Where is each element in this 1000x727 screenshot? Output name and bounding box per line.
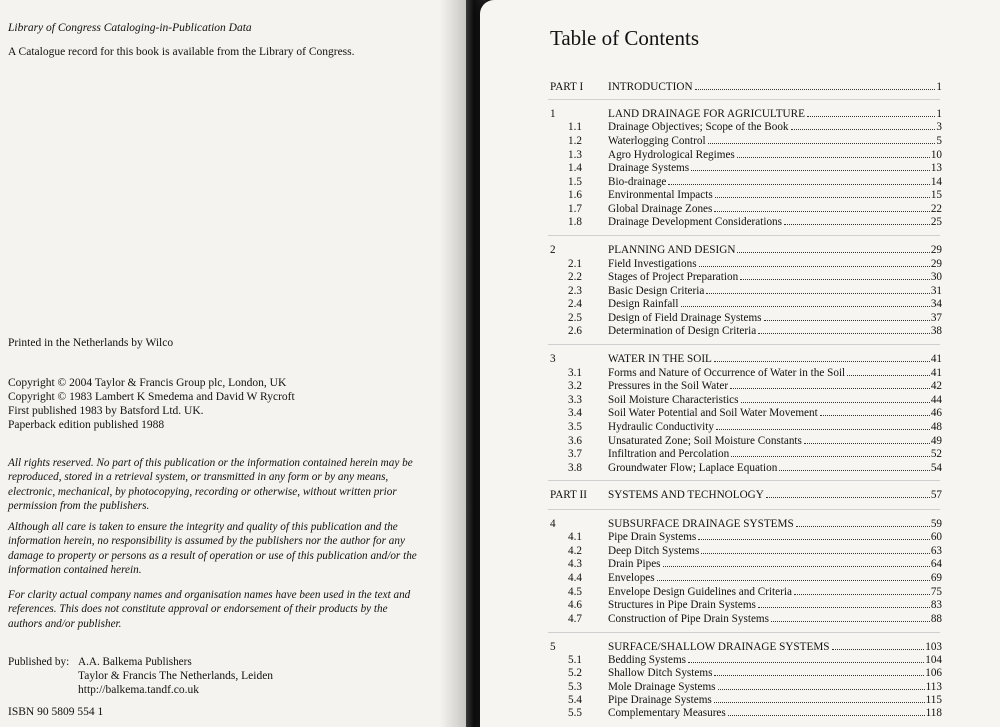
toc-entry-number: 4.5 xyxy=(568,586,582,598)
toc-dot-leader xyxy=(714,666,924,676)
toc-entry-page: 63 xyxy=(930,545,942,557)
clarity-paragraph: For clarity actual company names and organisation names have been used in the text and references. This does not constitute approval or endorsement of their products by the authors and/or publisher. xyxy=(8,589,411,630)
toc-entry-number: 1.5 xyxy=(568,176,582,188)
toc-entry-title: SURFACE/SHALLOW DRAINAGE SYSTEMS xyxy=(608,641,830,653)
toc-entry-page: 3 xyxy=(936,121,942,133)
toc-entry-line xyxy=(608,680,942,694)
toc-entry-line xyxy=(608,447,942,461)
toc-entry-number: 4 xyxy=(550,518,556,530)
toc-entry-sub[interactable] xyxy=(480,297,1000,311)
toc-dot-leader xyxy=(820,406,930,416)
toc-entry-page: 54 xyxy=(930,462,942,474)
toc-entry-part[interactable] xyxy=(480,80,1000,94)
toc-entry-sub[interactable] xyxy=(480,188,1000,202)
toc-entry-page: 1 xyxy=(936,81,942,93)
toc-entry-title: Bio-drainage xyxy=(608,176,667,188)
toc-entry-line xyxy=(608,393,942,407)
toc-entry-sub[interactable] xyxy=(480,571,1000,585)
toc-dot-leader xyxy=(715,188,930,198)
toc-dot-leader xyxy=(701,544,929,554)
toc-entry-sub[interactable] xyxy=(480,544,1000,558)
toc-entry-title: Pipe Drain Systems xyxy=(608,531,697,543)
toc-entry-number: 1.2 xyxy=(568,135,582,147)
toc-entry-chapter[interactable] xyxy=(480,107,1000,121)
toc-entry-title: Soil Water Potential and Soil Water Movement xyxy=(608,407,818,419)
toc-entry-title: Agro Hydrological Regimes xyxy=(608,149,735,161)
toc-entry-title: Deep Ditch Systems xyxy=(608,545,700,557)
toc-entry-number: 1 xyxy=(550,108,556,120)
toc-entry-title: Determination of Design Criteria xyxy=(608,325,757,337)
toc-entry-number: 3.6 xyxy=(568,435,582,447)
toc-entry-sub[interactable] xyxy=(480,161,1000,175)
toc-entry-number: 3.4 xyxy=(568,407,582,419)
toc-entry-title: Bedding Systems xyxy=(608,654,687,666)
toc-entry-title: Groundwater Flow; Laplace Equation xyxy=(608,462,778,474)
toc-entry-chapter[interactable] xyxy=(480,640,1000,654)
toc-entry-line xyxy=(608,598,942,612)
toc-entry-number: 2.6 xyxy=(568,325,582,337)
toc-entry-title: SYSTEMS AND TECHNOLOGY xyxy=(608,489,764,501)
toc-entry-line xyxy=(608,488,942,502)
toc-entry-title: Envelope Design Guidelines and Criteria xyxy=(608,586,792,598)
toc-entry-page: 31 xyxy=(930,285,942,297)
toc-entry-number: 2.2 xyxy=(568,271,582,283)
toc-entry-number: 3 xyxy=(550,353,556,365)
toc-entry-line xyxy=(608,666,942,680)
copyright-line: First published 1983 by Batsford Ltd. UK. xyxy=(8,405,204,417)
publisher-address: Taylor & Francis The Netherlands, Leiden xyxy=(78,670,274,682)
toc-entry-page: 1 xyxy=(936,108,942,120)
toc-entry-title: Design Rainfall xyxy=(608,298,679,310)
toc-entry-sub[interactable] xyxy=(480,420,1000,434)
toc-dot-leader xyxy=(796,517,930,527)
toc-entry-page: 41 xyxy=(930,353,942,365)
toc-entry-number: 3.2 xyxy=(568,380,582,392)
toc-entry-title: Construction of Pipe Drain Systems xyxy=(608,613,769,625)
toc-entry-page: 15 xyxy=(930,189,942,201)
toc-entry-title: Structures in Pipe Drain Systems xyxy=(608,599,756,611)
isbn: ISBN 90 5809 554 1 xyxy=(8,706,104,718)
toc-entry-title: Global Drainage Zones xyxy=(608,203,713,215)
toc-entry-page: 113 xyxy=(925,681,942,693)
toc-entry-title: Soil Moisture Characteristics xyxy=(608,394,739,406)
toc-dot-leader xyxy=(706,284,930,294)
published-by-label: Published by: xyxy=(8,656,70,668)
toc-entry-number: 1.7 xyxy=(568,203,582,215)
toc-entry-line xyxy=(608,243,942,257)
cip-text: A Catalogue record for this book is available from the Library of Congress. xyxy=(8,46,355,58)
toc-dot-leader xyxy=(740,270,930,280)
toc-entry-page: 10 xyxy=(930,149,942,161)
toc-entry-title: Drainage Objectives; Scope of the Book xyxy=(608,121,789,133)
toc-entry-sub[interactable] xyxy=(480,434,1000,448)
toc-dot-leader xyxy=(663,557,930,567)
toc-entry-page: 59 xyxy=(930,518,942,530)
toc-entry-number: 5.4 xyxy=(568,694,582,706)
toc-entry-sub[interactable] xyxy=(480,530,1000,544)
toc-dot-leader xyxy=(688,653,924,663)
toc-entry-page: 44 xyxy=(930,394,942,406)
toc-entry-number: PART I xyxy=(550,81,584,93)
toc-entry-line xyxy=(608,107,942,121)
toc-dot-leader xyxy=(791,120,936,130)
toc-entry-page: 106 xyxy=(925,667,942,679)
cip-title: Library of Congress Cataloging-in-Publication Data xyxy=(8,22,252,34)
toc-entry-line xyxy=(608,188,942,202)
toc-entry-title: Waterlogging Control xyxy=(608,135,706,147)
toc-entry-page: 13 xyxy=(930,162,942,174)
toc-title: Table of Contents xyxy=(550,26,699,50)
toc-entry-title: Drainage Systems xyxy=(608,162,690,174)
toc-entry-sub[interactable] xyxy=(480,461,1000,475)
toc-entry-line xyxy=(608,257,942,271)
toc-entry-number: 4.6 xyxy=(568,599,582,611)
toc-entry-title: Field Investigations xyxy=(608,258,697,270)
toc-dot-leader xyxy=(695,80,936,90)
toc-entry-chapter[interactable] xyxy=(480,517,1000,531)
toc-dot-leader xyxy=(730,379,930,389)
toc-entry-page: 75 xyxy=(930,586,942,598)
toc-entry-sub[interactable] xyxy=(480,585,1000,599)
toc-dot-leader xyxy=(766,488,930,498)
toc-entry-title: Envelopes xyxy=(608,572,655,584)
toc-entry-number: 2.4 xyxy=(568,298,582,310)
toc-entry-title: Pressures in the Soil Water xyxy=(608,380,729,392)
toc-dot-leader xyxy=(779,461,929,471)
left-page xyxy=(0,0,466,727)
toc-entry-sub[interactable] xyxy=(480,134,1000,148)
toc-list xyxy=(480,0,1000,727)
toc-entry-number: 3.5 xyxy=(568,421,582,433)
toc-entry-page: 49 xyxy=(930,435,942,447)
toc-entry-title: LAND DRAINAGE FOR AGRICULTURE xyxy=(608,108,805,120)
toc-entry-page: 30 xyxy=(930,271,942,283)
toc-entry-line xyxy=(608,311,942,325)
toc-entry-line xyxy=(608,148,942,162)
toc-separator xyxy=(548,509,940,510)
toc-dot-leader xyxy=(758,598,930,608)
toc-entry-number: 5.3 xyxy=(568,681,582,693)
toc-dot-leader xyxy=(784,215,930,225)
toc-dot-leader xyxy=(847,366,930,376)
toc-entry-line xyxy=(608,530,942,544)
toc-entry-page: 14 xyxy=(930,176,942,188)
toc-dot-leader xyxy=(832,640,925,650)
toc-entry-title: Complementary Measures xyxy=(608,707,726,719)
toc-entry-sub[interactable] xyxy=(480,324,1000,338)
toc-entry-line xyxy=(608,544,942,558)
toc-entry-number: PART II xyxy=(550,489,587,501)
toc-entry-sub[interactable] xyxy=(480,120,1000,134)
toc-dot-leader xyxy=(731,447,930,457)
toc-entry-line xyxy=(608,420,942,434)
toc-dot-leader xyxy=(771,612,930,622)
toc-dot-leader xyxy=(764,311,930,321)
toc-entry-number: 5.1 xyxy=(568,654,582,666)
toc-entry-sub[interactable] xyxy=(480,257,1000,271)
toc-entry-line xyxy=(608,161,942,175)
toc-entry-page: 69 xyxy=(930,572,942,584)
toc-entry-page: 83 xyxy=(930,599,942,611)
toc-separator xyxy=(548,99,940,100)
toc-entry-line xyxy=(608,134,942,148)
toc-separator xyxy=(548,632,940,633)
toc-entry-line xyxy=(608,461,942,475)
toc-entry-chapter[interactable] xyxy=(480,243,1000,257)
toc-entry-title: Hydraulic Conductivity xyxy=(608,421,714,433)
toc-entry-number: 1.6 xyxy=(568,189,582,201)
toc-dot-leader xyxy=(708,134,936,144)
toc-entry-sub[interactable] xyxy=(480,680,1000,694)
copyright-block xyxy=(8,376,295,432)
toc-entry-page: 29 xyxy=(930,244,942,256)
toc-entry-page: 104 xyxy=(925,654,942,666)
toc-entry-page: 60 xyxy=(930,531,942,543)
toc-entry-page: 46 xyxy=(930,407,942,419)
toc-entry-sub[interactable] xyxy=(480,215,1000,229)
toc-entry-number: 3.1 xyxy=(568,367,582,379)
toc-entry-sub[interactable] xyxy=(480,284,1000,298)
toc-entry-page: 25 xyxy=(930,216,942,228)
toc-entry-title: Basic Design Criteria xyxy=(608,285,705,297)
toc-entry-number: 1.4 xyxy=(568,162,582,174)
copyright-line: Copyright © 2004 Taylor & Francis Group plc, London, UK xyxy=(8,377,287,389)
toc-entry-line xyxy=(608,284,942,298)
toc-dot-leader xyxy=(794,585,930,595)
right-page xyxy=(480,0,1000,727)
toc-entry-line xyxy=(608,270,942,284)
toc-entry-page: 48 xyxy=(930,421,942,433)
toc-entry-line xyxy=(608,215,942,229)
toc-entry-number: 4.1 xyxy=(568,531,582,543)
toc-entry-sub[interactable] xyxy=(480,202,1000,216)
toc-entry-line xyxy=(608,175,942,189)
toc-entry-sub[interactable] xyxy=(480,393,1000,407)
toc-entry-title: Mole Drainage Systems xyxy=(608,681,716,693)
toc-dot-leader xyxy=(758,324,930,334)
toc-entry-sub[interactable] xyxy=(480,406,1000,420)
toc-entry-number: 3.3 xyxy=(568,394,582,406)
toc-entry-title: SUBSURFACE DRAINAGE SYSTEMS xyxy=(608,518,794,530)
publisher-url: http://balkema.tandf.co.uk xyxy=(78,684,200,696)
toc-entry-sub[interactable] xyxy=(480,598,1000,612)
toc-separator xyxy=(548,480,940,481)
toc-entry-line xyxy=(608,571,942,585)
toc-entry-number: 2 xyxy=(550,244,556,256)
toc-entry-number: 3.7 xyxy=(568,448,582,460)
toc-entry-number: 5.5 xyxy=(568,707,582,719)
toc-entry-number: 2.1 xyxy=(568,258,582,270)
page-curve-shadow xyxy=(440,0,466,727)
toc-dot-leader xyxy=(668,175,929,185)
care-paragraph: Although all care is taken to ensure the integrity and quality of this publication and the information herein, no responsibility is assumed by the publishers nor the author for any damage to property or persons as a result of operation or use of this publication and/or the information contained herein. xyxy=(8,521,417,576)
toc-entry-page: 29 xyxy=(930,258,942,270)
copyright-line: Paperback edition published 1988 xyxy=(8,419,165,431)
toc-entry-number: 5 xyxy=(550,641,556,653)
toc-entry-title: Design of Field Drainage Systems xyxy=(608,312,762,324)
toc-entry-sub[interactable] xyxy=(480,706,1000,720)
toc-entry-number: 4.4 xyxy=(568,572,582,584)
publisher-block xyxy=(8,655,273,697)
toc-entry-line xyxy=(608,324,942,338)
toc-dot-leader xyxy=(737,148,930,158)
toc-entry-title: Environmental Impacts xyxy=(608,189,713,201)
toc-entry-title: Unsaturated Zone; Soil Moisture Constants xyxy=(608,435,802,447)
copyright-line: Copyright © 1983 Lambert K Smedema and David W Rycroft xyxy=(8,391,295,403)
toc-entry-line xyxy=(608,612,942,626)
toc-dot-leader xyxy=(737,243,929,253)
toc-entry-sub[interactable] xyxy=(480,148,1000,162)
toc-entry-title: Shallow Ditch Systems xyxy=(608,667,713,679)
toc-dot-leader xyxy=(691,161,930,171)
toc-entry-sub[interactable] xyxy=(480,557,1000,571)
toc-entry-title: Stages of Project Preparation xyxy=(608,271,739,283)
toc-entry-number: 2.3 xyxy=(568,285,582,297)
toc-entry-title: Drain Pipes xyxy=(608,558,661,570)
toc-entry-part[interactable] xyxy=(480,488,1000,502)
toc-entry-chapter[interactable] xyxy=(480,352,1000,366)
toc-dot-leader xyxy=(698,530,930,540)
toc-entry-line xyxy=(608,434,942,448)
toc-entry-page: 115 xyxy=(925,694,942,706)
toc-dot-leader xyxy=(714,352,930,362)
toc-dot-leader xyxy=(714,693,925,703)
toc-entry-line xyxy=(608,202,942,216)
toc-entry-number: 4.3 xyxy=(568,558,582,570)
toc-entry-page: 52 xyxy=(930,448,942,460)
toc-entry-number: 2.5 xyxy=(568,312,582,324)
toc-entry-line xyxy=(608,517,942,531)
toc-entry-page: 118 xyxy=(925,707,942,719)
toc-entry-sub[interactable] xyxy=(480,653,1000,667)
toc-entry-page: 38 xyxy=(930,325,942,337)
toc-dot-leader xyxy=(657,571,930,581)
toc-entry-number: 4.2 xyxy=(568,545,582,557)
toc-entry-line xyxy=(608,297,942,311)
toc-dot-leader xyxy=(681,297,930,307)
toc-entry-line xyxy=(608,352,942,366)
toc-entry-line xyxy=(608,640,942,654)
toc-dot-leader xyxy=(741,393,930,403)
toc-entry-title: Forms and Nature of Occurrence of Water in the Soil xyxy=(608,367,846,379)
toc-entry-title: Drainage Development Considerations xyxy=(608,216,782,228)
toc-entry-page: 88 xyxy=(930,613,942,625)
toc-entry-number: 1.8 xyxy=(568,216,582,228)
toc-entry-sub[interactable] xyxy=(480,175,1000,189)
toc-entry-line xyxy=(608,366,942,380)
toc-entry-title: PLANNING AND DESIGN xyxy=(608,244,736,256)
toc-entry-page: 41 xyxy=(930,367,942,379)
toc-entry-line xyxy=(608,585,942,599)
toc-entry-title: Pipe Drainage Systems xyxy=(608,694,712,706)
toc-entry-title: INTRODUCTION xyxy=(608,81,693,93)
toc-dot-leader xyxy=(807,107,935,117)
toc-entry-line xyxy=(608,693,942,707)
rights-paragraph: All rights reserved. No part of this publication or the information contained herein may be reproduced, stored in a retrieval system, or transmitted in any form or by any means, electronic, mechanical, by photocopying, recording or otherwise, without written prior permission from the publishers. xyxy=(8,457,413,512)
toc-entry-page: 64 xyxy=(930,558,942,570)
toc-dot-leader xyxy=(714,202,929,212)
toc-entry-number: 1.3 xyxy=(568,149,582,161)
toc-entry-title: Infiltration and Percolation xyxy=(608,448,730,460)
toc-dot-leader xyxy=(716,420,930,430)
publisher-name: A.A. Balkema Publishers xyxy=(78,656,192,668)
toc-entry-line xyxy=(608,653,942,667)
printed-note: Printed in the Netherlands by Wilco xyxy=(8,337,174,349)
toc-entry-sub[interactable] xyxy=(480,447,1000,461)
toc-entry-title: WATER IN THE SOIL xyxy=(608,353,712,365)
toc-entry-page: 37 xyxy=(930,312,942,324)
toc-entry-page: 57 xyxy=(930,489,942,501)
toc-dot-leader xyxy=(718,680,925,690)
toc-dot-leader xyxy=(728,706,925,716)
toc-entry-sub[interactable] xyxy=(480,612,1000,626)
toc-entry-line xyxy=(608,120,942,134)
toc-entry-line xyxy=(608,379,942,393)
toc-entry-number: 1.1 xyxy=(568,121,582,133)
toc-entry-sub[interactable] xyxy=(480,693,1000,707)
toc-entry-page: 22 xyxy=(930,203,942,215)
toc-entry-page: 42 xyxy=(930,380,942,392)
toc-entry-page: 5 xyxy=(936,135,942,147)
toc-separator xyxy=(548,344,940,345)
toc-entry-line xyxy=(608,406,942,420)
toc-entry-sub[interactable] xyxy=(480,666,1000,680)
toc-entry-line xyxy=(608,706,942,720)
toc-entry-line xyxy=(608,557,942,571)
toc-entry-page: 34 xyxy=(930,298,942,310)
toc-entry-sub[interactable] xyxy=(480,270,1000,284)
toc-entry-page: 103 xyxy=(925,641,942,653)
toc-separator xyxy=(548,235,940,236)
toc-dot-leader xyxy=(699,257,930,267)
toc-entry-sub[interactable] xyxy=(480,379,1000,393)
toc-dot-leader xyxy=(804,434,930,444)
toc-entry-line xyxy=(608,80,942,94)
toc-entry-number: 4.7 xyxy=(568,613,582,625)
toc-entry-number: 3.8 xyxy=(568,462,582,474)
toc-entry-sub[interactable] xyxy=(480,366,1000,380)
toc-entry-sub[interactable] xyxy=(480,311,1000,325)
toc-entry-number: 5.2 xyxy=(568,667,582,679)
